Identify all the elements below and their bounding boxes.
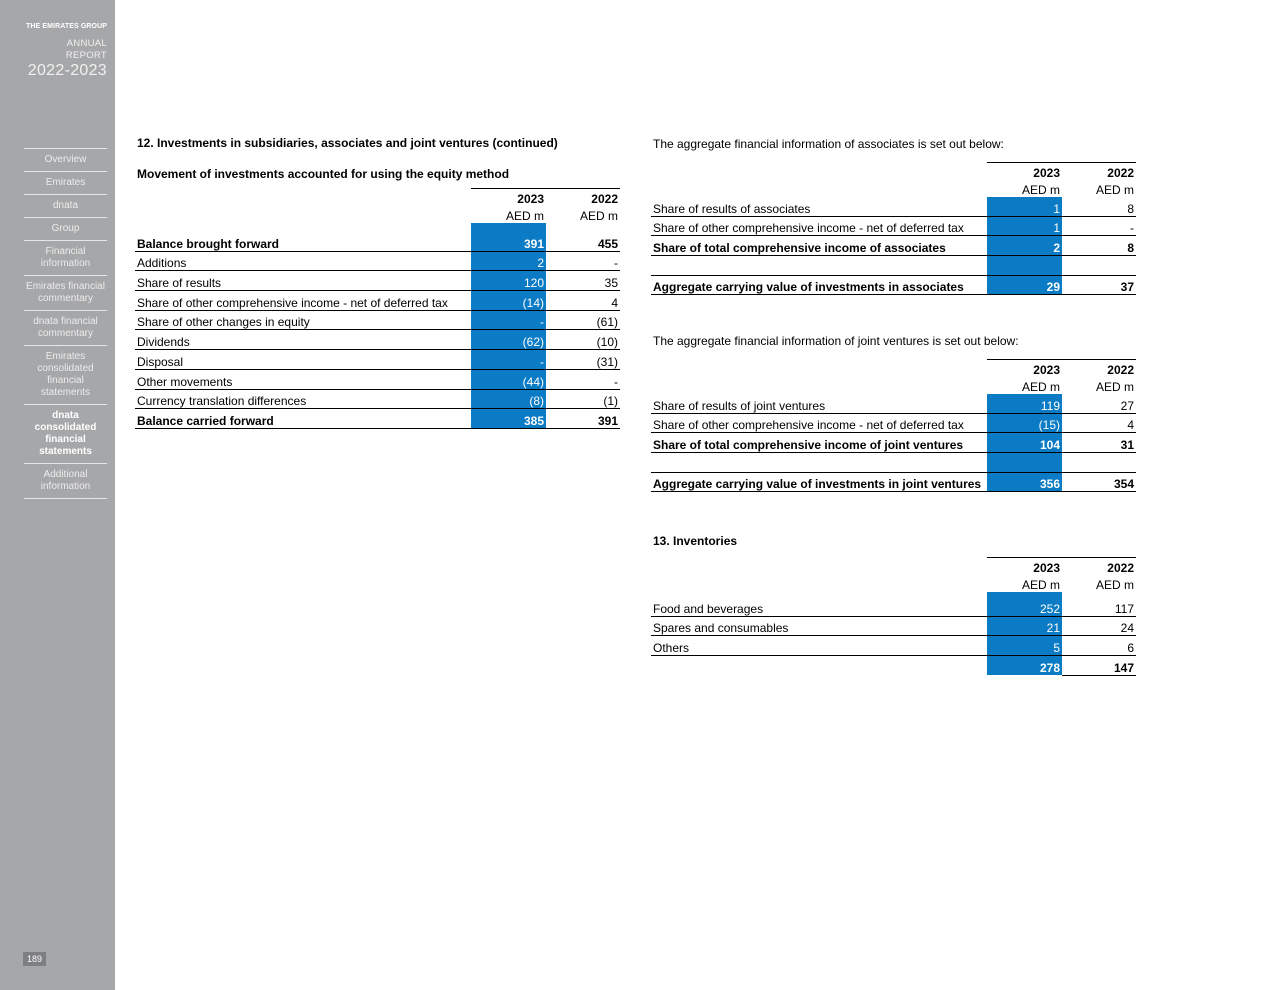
- value-2022: (10): [546, 330, 620, 350]
- value-2022: 455: [546, 232, 620, 252]
- row-label: Additions: [135, 251, 471, 271]
- col-unit-2023: AED m: [1021, 182, 1060, 197]
- value-2023: (44): [471, 369, 546, 389]
- value-2022: 4: [546, 291, 620, 311]
- nav-item-dnata-consolidated-statements[interactable]: dnata consolidated financial statements: [24, 405, 107, 464]
- equity-movement-table: [135, 188, 620, 429]
- row-label: Dividends: [135, 330, 471, 350]
- col-header-2022: 2022: [1062, 360, 1136, 377]
- value-2022: (61): [546, 310, 620, 330]
- value-2023: 2: [987, 236, 1062, 256]
- table-row: [135, 389, 620, 409]
- value-2023: 391: [471, 232, 546, 252]
- table-row: [651, 216, 1136, 236]
- value-2023: (15): [987, 413, 1062, 433]
- value-2022: 37: [1062, 275, 1136, 295]
- value-2023: 21: [987, 616, 1062, 636]
- table-row: [651, 597, 1136, 617]
- table-row: [135, 369, 620, 389]
- col-unit-2022: AED m: [579, 208, 618, 223]
- col-unit-2023: AED m: [505, 208, 544, 223]
- value-2023: 1: [987, 216, 1062, 236]
- joint-ventures-intro: The aggregate financial information of joint ventures is set out below:: [653, 334, 1019, 348]
- table-row: [135, 330, 620, 350]
- table-row: [651, 413, 1136, 433]
- value-2023: 119: [987, 394, 1062, 414]
- col-header-2022: 2022: [1062, 163, 1136, 180]
- value-2022: 117: [1062, 597, 1136, 617]
- row-label: Aggregate carrying value of investments in joint ventures: [651, 472, 987, 492]
- table-row: [651, 394, 1136, 414]
- value-2022: 8: [1062, 236, 1136, 256]
- row-label: Share of results: [135, 271, 471, 291]
- value-2023: 1: [987, 197, 1062, 217]
- table-row: [135, 251, 620, 271]
- col-unit-2023: AED m: [1021, 577, 1060, 592]
- nav-item-dnata[interactable]: dnata: [24, 195, 107, 218]
- value-2022: 24: [1062, 616, 1136, 636]
- row-label: Share of other changes in equity: [135, 310, 471, 330]
- brand-report-label: ANNUAL REPORT: [65, 38, 107, 61]
- value-2022: 35: [546, 271, 620, 291]
- col-unit-2023: AED m: [1021, 379, 1060, 394]
- value-2023: 5: [987, 636, 1062, 656]
- table-row: [651, 656, 1136, 676]
- row-label: Food and beverages: [651, 597, 987, 617]
- nav-item-overview[interactable]: Overview: [24, 149, 107, 172]
- value-2022: 391: [546, 409, 620, 429]
- equity-method-subtitle: Movement of investments accounted for using the equity method: [137, 167, 510, 181]
- col-header-2023: 2023: [471, 189, 546, 206]
- row-label: Aggregate carrying value of investments in associates: [651, 275, 987, 295]
- value-2023: 29: [987, 275, 1062, 295]
- col-header-2023: 2023: [987, 163, 1062, 180]
- value-2022: -: [546, 369, 620, 389]
- nav-item-group[interactable]: Group: [24, 218, 107, 241]
- value-2022: (31): [546, 350, 620, 370]
- value-2023: 252: [987, 597, 1062, 617]
- value-2022: (1): [546, 389, 620, 409]
- nav-item-emirates-consolidated-statements[interactable]: Emirates consolidated financial statements: [24, 346, 107, 405]
- value-2023: (14): [471, 291, 546, 311]
- table-row: [135, 310, 620, 330]
- row-label: Others: [651, 636, 987, 656]
- value-2022: 354: [1062, 472, 1136, 492]
- row-label: Share of other comprehensive income - net of deferred tax: [651, 413, 987, 433]
- row-label: Share of results of associates: [651, 197, 987, 217]
- nav-item-emirates[interactable]: Emirates: [24, 172, 107, 195]
- inventories-table: [651, 557, 1136, 676]
- row-label: Share of other comprehensive income - net of deferred tax: [651, 216, 987, 236]
- value-2023: -: [471, 310, 546, 330]
- col-header-2023: 2023: [987, 558, 1062, 575]
- table-row: [651, 616, 1136, 636]
- col-header-2023: 2023: [987, 360, 1062, 377]
- table-row: [651, 197, 1136, 217]
- table-row: [135, 350, 620, 370]
- col-unit-2022: AED m: [1095, 379, 1134, 394]
- row-label: Share of total comprehensive income of associates: [651, 236, 987, 256]
- table-row: [135, 271, 620, 291]
- row-label: Other movements: [135, 369, 471, 389]
- table-row: [135, 409, 620, 429]
- col-header-2022: 2022: [1062, 558, 1136, 575]
- value-2022: 6: [1062, 636, 1136, 656]
- table-row: [651, 636, 1136, 656]
- value-2022: -: [1062, 216, 1136, 236]
- total-2022: 147: [1062, 656, 1136, 676]
- value-2023: 104: [987, 433, 1062, 453]
- col-header-2022: 2022: [546, 189, 620, 206]
- value-2023: 120: [471, 271, 546, 291]
- row-label: Currency translation differences: [135, 389, 471, 409]
- brand-logo: [24, 22, 107, 79]
- table-row: [135, 232, 620, 252]
- brand-report-years: 2022-2023: [27, 62, 107, 79]
- table-row: [135, 291, 620, 311]
- nav-item-additional-information[interactable]: Additional information: [24, 464, 107, 499]
- brand-group-name: THE EMIRATES GROUP: [25, 23, 107, 30]
- table-row: [651, 236, 1136, 256]
- sidebar: [0, 0, 115, 990]
- row-label: Share of results of joint ventures: [651, 394, 987, 414]
- value-2023: 2: [471, 251, 546, 271]
- table-row: [651, 472, 1136, 492]
- nav-item-emirates-financial-commentary[interactable]: Emirates financial commentary: [24, 276, 107, 311]
- value-2022: 4: [1062, 413, 1136, 433]
- row-label: Share of total comprehensive income of joint ventures: [651, 433, 987, 453]
- value-2022: -: [546, 251, 620, 271]
- col-unit-2022: AED m: [1095, 182, 1134, 197]
- value-2023: -: [471, 350, 546, 370]
- table-row: [651, 433, 1136, 453]
- value-2023: (62): [471, 330, 546, 350]
- page-number: 189: [23, 952, 46, 966]
- nav-item-dnata-financial-commentary[interactable]: dnata financial commentary: [24, 311, 107, 346]
- sidebar-nav: [24, 148, 107, 499]
- associates-table: [651, 162, 1136, 295]
- value-2022: 27: [1062, 394, 1136, 414]
- value-2022: 8: [1062, 197, 1136, 217]
- row-label: Balance carried forward: [135, 409, 471, 429]
- note-13-title: 13. Inventories: [653, 534, 738, 548]
- value-2022: 31: [1062, 433, 1136, 453]
- joint-ventures-table: [651, 359, 1136, 492]
- value-2023: (8): [471, 389, 546, 409]
- note-12-title: 12. Investments in subsidiaries, associates and joint ventures (continued): [137, 136, 558, 150]
- total-2023: 278: [987, 656, 1062, 676]
- col-unit-2022: AED m: [1095, 577, 1134, 592]
- value-2023: 385: [471, 409, 546, 429]
- associates-intro: The aggregate financial information of associates is set out below:: [653, 137, 1004, 151]
- nav-item-financial-information[interactable]: Financial information: [24, 241, 107, 276]
- table-row: [651, 275, 1136, 295]
- row-label: Disposal: [135, 350, 471, 370]
- row-label: Spares and consumables: [651, 616, 987, 636]
- row-label: Balance brought forward: [135, 232, 471, 252]
- row-label: Share of other comprehensive income - net of deferred tax: [135, 291, 471, 311]
- value-2023: 356: [987, 472, 1062, 492]
